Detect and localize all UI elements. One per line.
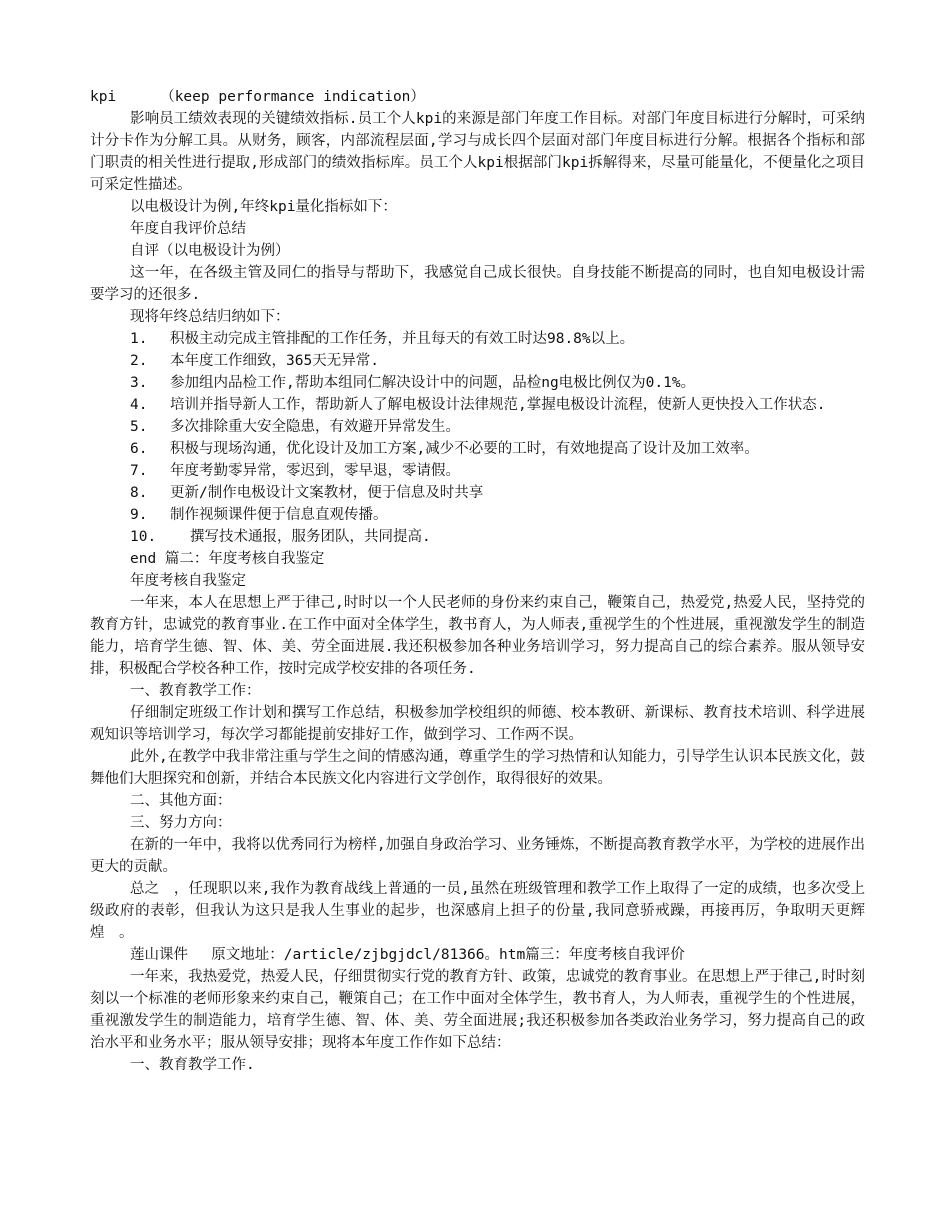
- section-title-annual-review: 年度自我评价总结: [130, 221, 246, 237]
- example-intro: 以电极设计为例,年终kpi量化指标如下：: [130, 199, 397, 215]
- list-number: 6.: [130, 441, 148, 457]
- list-item: [90, 416, 865, 438]
- list-item: [90, 394, 865, 416]
- source-line: 莲山课件 原文地址：/article/zjbgjdcl/81366。htm篇三：年度考核自我评价: [130, 947, 685, 963]
- teaching-work-heading-2: 一、教育教学工作.: [130, 1057, 255, 1073]
- other-aspects-heading: 二、其他方面：: [130, 793, 232, 809]
- list-text: 撰写技术通报，服务团队，共同提高.: [190, 529, 431, 545]
- document-page: [90, 86, 865, 1076]
- teaching-work-paragraph: 仔细制定班级工作计划和撰写工作总结，积极参加学校组织的师德、校本教研、新课标、教育技术培训、科学进展观知识等培训学习，每次学习都能提前安排好工作，做到学习、工作两不误。: [90, 705, 865, 743]
- list-text: 制作视频课件便于信息直观传播。: [170, 507, 388, 523]
- list-text: 参加组内品检工作,帮助本组同仁解决设计中的问题，品检ng电极比例仅为0.1%。: [170, 375, 696, 391]
- teaching-work-heading: 一、教育教学工作：: [130, 683, 261, 699]
- list-text: 年度考勤零异常，零迟到，零早退，零请假。: [170, 463, 460, 479]
- list-number: 2.: [130, 353, 148, 369]
- list-number: 5.: [130, 419, 148, 435]
- conclusion-paragraph: 总之 ，任现职以来,我作为教育战线上普通的一员,虽然在班级管理和教学工作上取得了一定的成绩，也多次受上级政府的表彰，但我认为这只是我人生事业的起步，也深感肩上担子的份量,我同意骄戒躁，再接再厉，争取明天更辉煌 。: [90, 881, 865, 941]
- list-number: 4.: [130, 397, 148, 413]
- list-item: [90, 460, 865, 482]
- emotional-communication-paragraph: 此外,在教学中我非常注重与学生之间的情感沟通，尊重学生的学习热情和认知能力，引导学生认识本民族文化，鼓舞他们大胆探究和创新，并结合本民族文化内容进行文学创作，取得很好的效果。: [90, 749, 865, 787]
- new-year-paragraph: 在新的一年中，我将以优秀同行为榜样,加强自身政治学习、业务锤炼，不断提高教育教学水平，为学校的进展作出更大的贡献。: [90, 837, 865, 875]
- list-item: [90, 350, 865, 372]
- list-text: 本年度工作细致，365天无异常.: [170, 353, 379, 369]
- summary-list: [90, 328, 865, 548]
- list-item: [90, 526, 865, 548]
- part-three-paragraph: 一年来，我热爱党，热爱人民，仔细贯彻实行党的教育方针、政策，忠诚党的教育事业。在思想上严于律己,时时刻刻以一个标准的老师形象来约束自己，鞭策自己；在工作中面对全体学生，教书育人，为人师表，重视学生的个性进展，重视激发学生的制造能力，培育学生德、智、体、美、劳全面进展;我还积极参加各类政治业务学习，努力提高自己的政治水平和业务水平；服从领导安排；现将本年度工作作如下总结：: [90, 969, 865, 1051]
- self-review-heading: 自评（以电极设计为例）: [130, 243, 290, 259]
- list-item: [90, 504, 865, 526]
- list-item: [90, 482, 865, 504]
- list-number: 3.: [130, 375, 148, 391]
- self-review-paragraph: 这一年，在各级主管及同仁的指导与帮助下，我感觉自己成长很快。自身技能不断提高的同时，也自知电极设计需要学习的还很多.: [90, 265, 865, 303]
- kpi-definition-paragraph: 影响员工绩效表现的关键绩效指标.员工个人kpi的来源是部门年度工作目标。对部门年度目标进行分解时，可采纳计分卡作为分解工具。从财务，顾客，内部流程层面,学习与成长四个层面对部门年度目标进行分解。根据各个指标和部门职责的相关性进行提取,形成部门的绩效指标库。员工个人kpi根据部门kpi拆解得来，尽量可能量化，不便量化之项目可采定性描述。: [90, 111, 865, 193]
- list-text: 多次排除重大安全隐患，有效避开异常发生。: [170, 419, 460, 435]
- kpi-gloss: （keep performance indication）: [160, 89, 425, 105]
- list-item: [90, 372, 865, 394]
- list-text: 积极主动完成主管排配的工作任务，并且每天的有效工时达98.8%以上。: [170, 331, 635, 347]
- list-number: 8.: [130, 485, 148, 501]
- part-two-heading: end 篇二：年度考核自我鉴定: [130, 551, 325, 567]
- list-text: 积极与现场沟通，优化设计及加工方案,减少不必要的工时，有效地提高了设计及加工效率。: [170, 441, 759, 457]
- appraisal-paragraph: 一年来，本人在思想上严于律己,时时以一个人民老师的身份来约束自己，鞭策自己，热爱党,热爱人民，坚持党的教育方针，忠诚党的教育事业.在工作中面对全体学生，教书育人，为人师表,重视学生的个性进展，重视激发学生的制造能力，培育学生德、智、体、美、劳全面进展.我还积极参加各种业务培训学习，努力提高自己的综合素养。服从领导安排，积极配合学校各种工作，按时完成学校安排的各项任务.: [90, 595, 865, 677]
- doc-header: [90, 86, 865, 108]
- list-number: 1.: [130, 331, 148, 347]
- annual-appraisal-title: 年度考核自我鉴定: [130, 573, 246, 589]
- list-item: [90, 438, 865, 460]
- summary-intro: 现将年终总结归纳如下：: [130, 309, 290, 325]
- list-number: 10.: [130, 529, 157, 545]
- list-item: [90, 328, 865, 350]
- list-number: 7.: [130, 463, 148, 479]
- kpi-term: kpi: [90, 89, 117, 105]
- list-number: 9.: [130, 507, 148, 523]
- list-text: 培训并指导新人工作，帮助新人了解电极设计法律规范,掌握电极设计流程，使新人更快投入工作状态.: [170, 397, 826, 413]
- list-text: 更新/制作电极设计文案教材，便于信息及时共享: [170, 485, 484, 501]
- effort-direction-heading: 三、努力方向：: [130, 815, 232, 831]
